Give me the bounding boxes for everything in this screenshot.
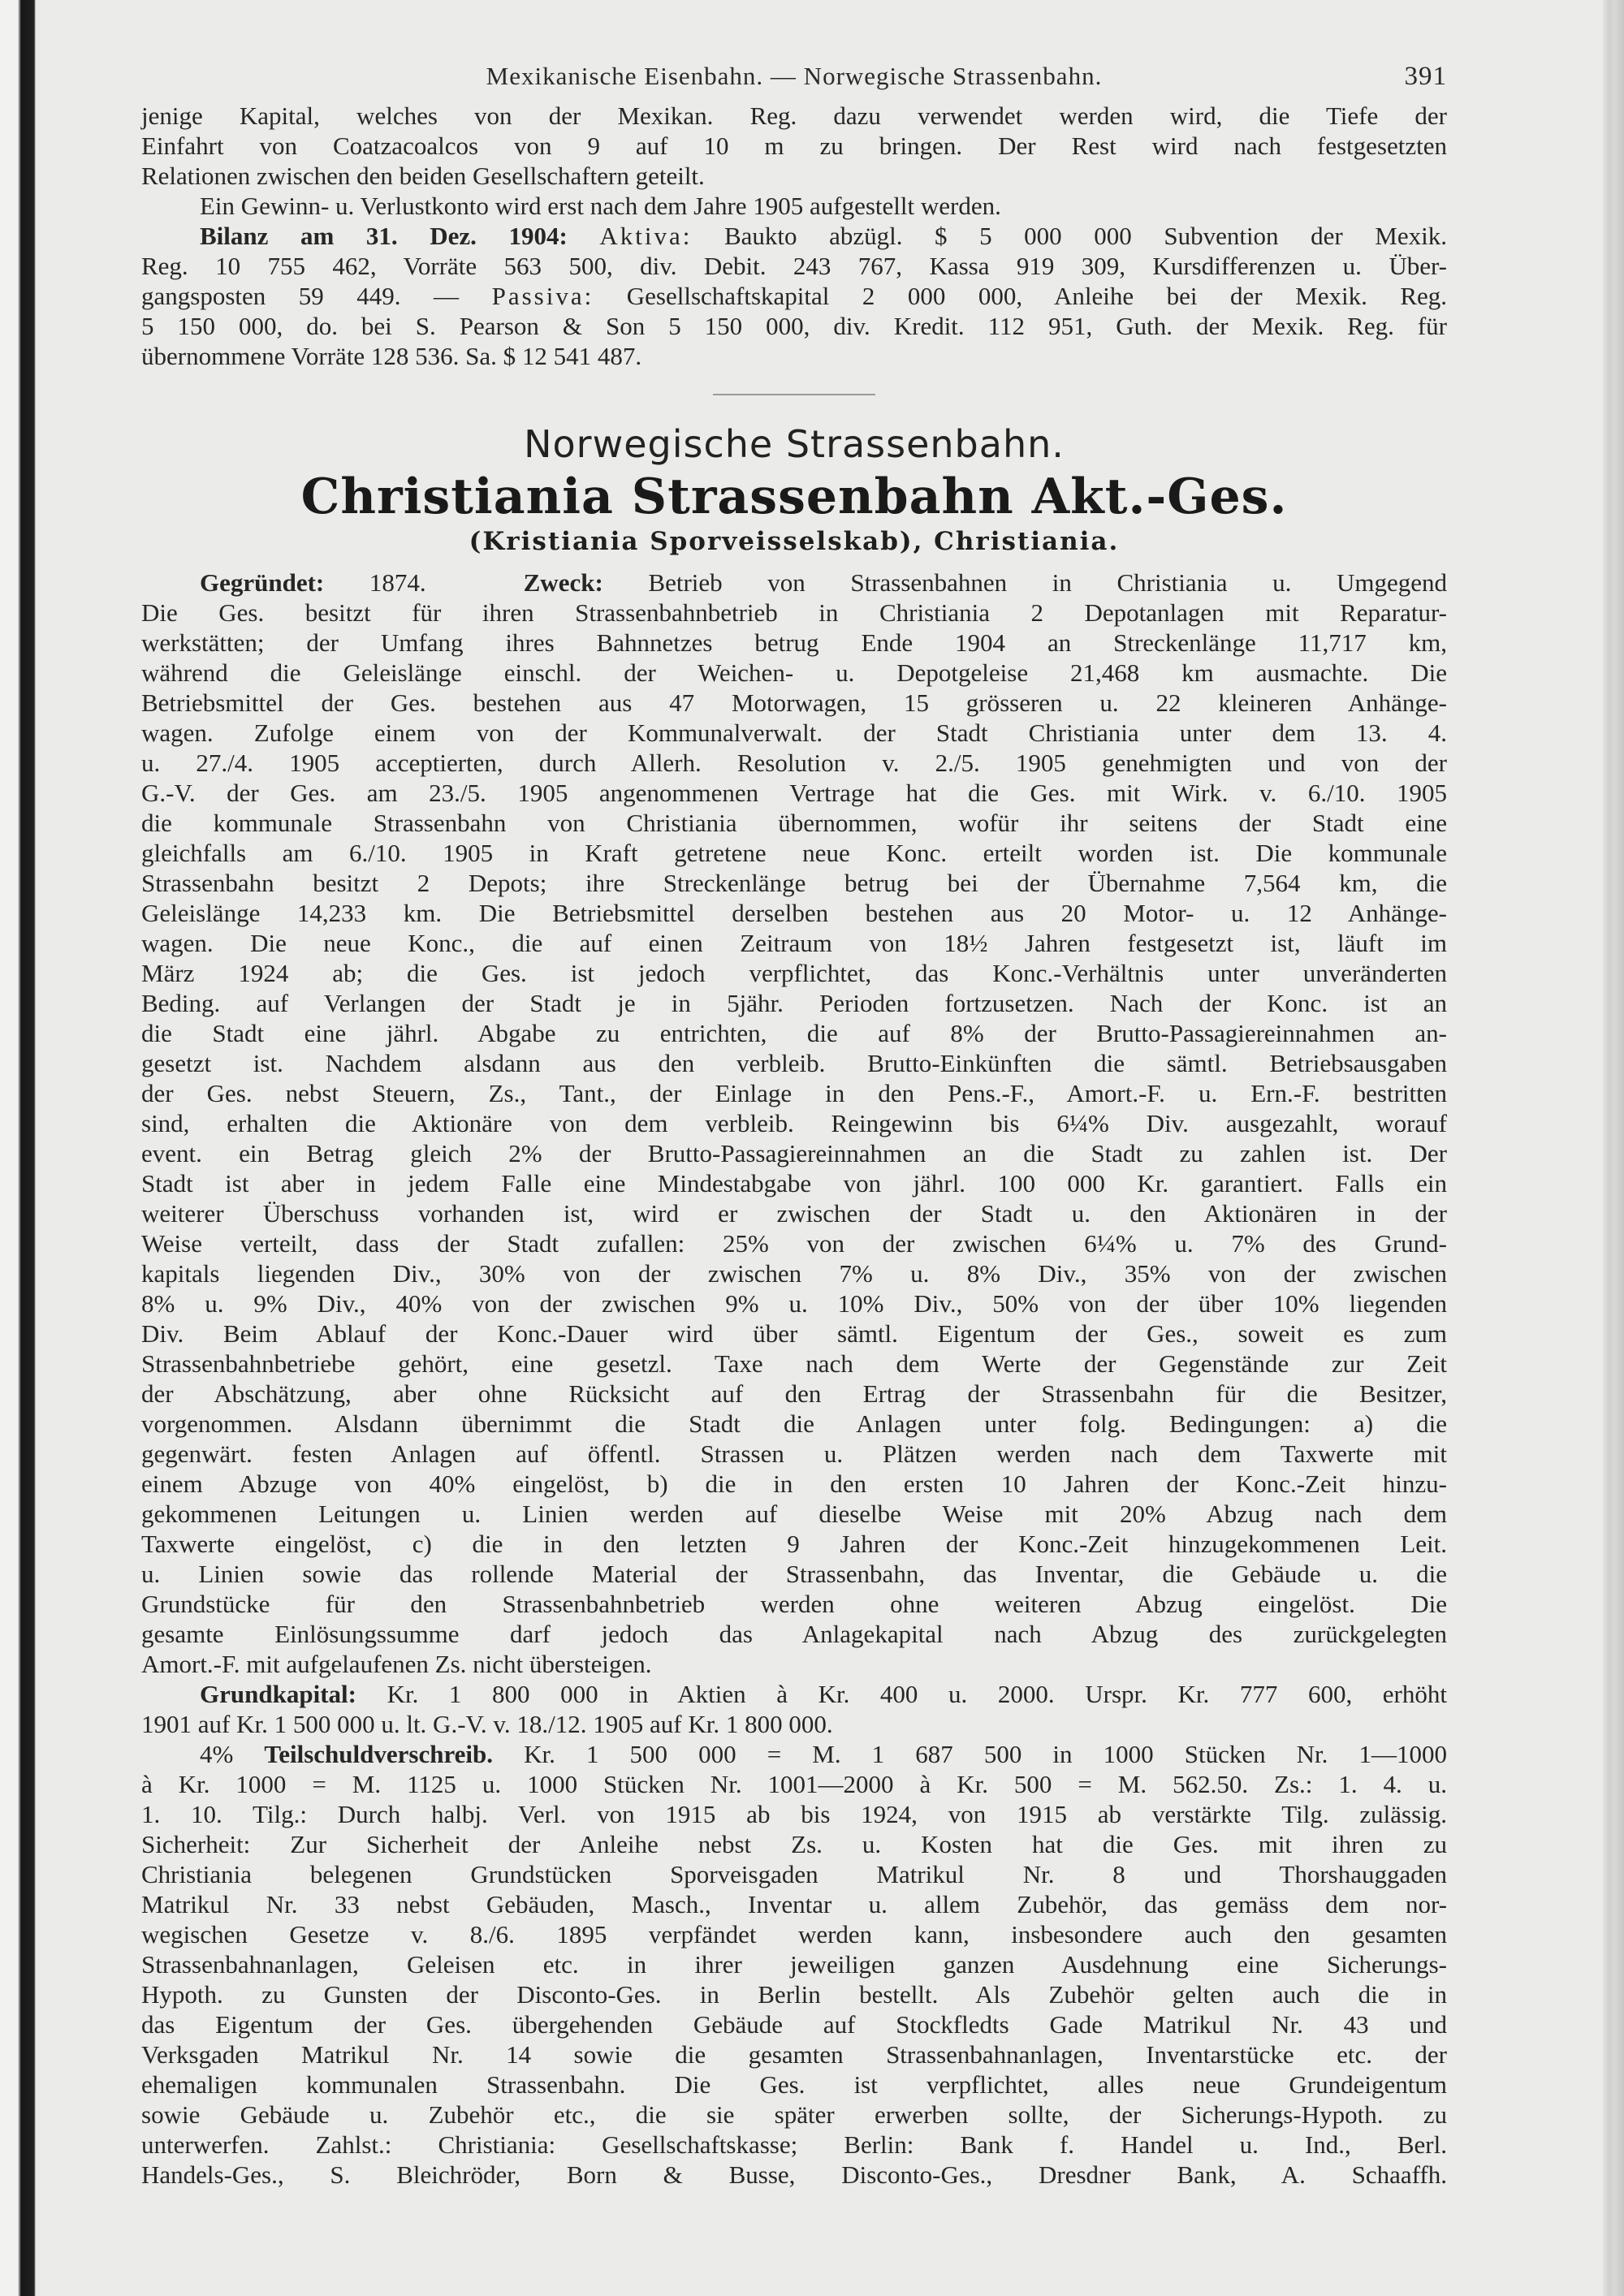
bilanz-label: Bilanz am 31. Dez. 1904:	[200, 222, 568, 250]
text-line: Sicherheit: Zur Sicherheit der Anleihe nebst Zs. u. Kosten hat die Ges. mit ihren zu	[141, 1830, 1447, 1858]
text-line: G.-V. der Ges. am 23./5. 1905 angenommenen Vertrage hat die Ges. mit Wirk. v. 6./10. 1905	[141, 779, 1447, 807]
text-line: einem Abzuge von 40% eingelöst, b) die in den ersten 10 Jahren der Konc.-Zeit hinzu-	[141, 1470, 1447, 1498]
text-line: Strassenbahnanlagen, Geleisen etc. in ihrer jeweiligen ganzen Ausdehnung eine Sicherungs-	[141, 1950, 1447, 1979]
text-line: gleichfalls am 6./10. 1905 in Kraft getretene neue Konc. erteilt worden ist. Die kommunale	[141, 839, 1447, 867]
teilschuld-label: Teilschuldverschreib.	[264, 1740, 494, 1768]
text-line: vorgenommen. Alsdann übernimmt die Stadt die Anlagen unter folg. Bedingungen: a) die	[141, 1409, 1447, 1438]
grundkapital-text: Kr. 1 800 000 in Aktien à Kr. 400 u. 2000. Urspr. Kr. 777 600, erhöht	[387, 1680, 1447, 1708]
bilanz-line	[141, 281, 1447, 311]
text-line: unterwerfen. Zahlst.: Christiania: Gesellschaftskasse; Berlin: Bank f. Handel u. Ind., Berl.	[141, 2130, 1447, 2159]
running-title: Mexikanische Eisenbahn. — Norwegische Strassenbahn.	[486, 62, 1103, 90]
prev-line: Einfahrt von Coatzacoalcos von 9 auf 10 m zu bringen. Der Rest wird nach festgesetzten	[141, 132, 1447, 160]
page-number: 391	[1404, 62, 1447, 91]
text-line: Handels-Ges., S. Bleichröder, Born & Busse, Disconto-Ges., Dresdner Bank, A. Schaaffh.	[141, 2160, 1447, 2189]
text-line: Taxwerte eingelöst, c) die in den letzten 9 Jahren der Konc.-Zeit hinzugekommenen Leit.	[141, 1530, 1447, 1558]
bilanz-line: übernommene Vorräte 128 536. Sa. $ 12 541 487.	[141, 342, 642, 370]
grundkapital-line: 1901 auf Kr. 1 500 000 u. lt. G.-V. v. 18./12. 1905 auf Kr. 1 800 000.	[141, 1710, 833, 1738]
text-line: weiterer Überschuss vorhanden ist, wird er zwischen der Stadt u. den Aktionären in der	[141, 1199, 1447, 1228]
text-line: das Eigentum der Ges. übergehenden Gebäude auf Stockfledts Gade Matrikul Nr. 43 und	[141, 2010, 1447, 2039]
text-line: à Kr. 1000 = M. 1125 u. 1000 Stücken Nr. 1001—2000 à Kr. 500 = M. 562.50. Zs.: 1. 4. u.	[141, 1770, 1447, 1798]
text-line: die Stadt eine jährl. Abgabe zu entrichten, die auf 8% der Brutto-Passagiereinnahmen an-	[141, 1019, 1447, 1047]
running-header	[141, 49, 1447, 101]
body-text-block	[141, 1769, 1447, 2190]
zweck-text: Betrieb von Strassenbahnen in Christiania u. Umgegend	[648, 568, 1448, 597]
text-line: Geleislänge 14,233 km. Die Betriebsmittel derselben bestehen aus 20 Motor- u. 12 Anhänge-	[141, 899, 1447, 927]
text-line: wagen. Die neue Konc., die auf einen Zeitraum von 18½ Jahren festgesetzt ist, läuft im	[141, 929, 1447, 957]
aktiva-label: Aktiva:	[599, 222, 693, 250]
company-body	[141, 568, 1447, 2190]
gegruendet-line	[141, 568, 1447, 598]
prev-line: Relationen zwischen den beiden Gesellschaftern geteilt.	[141, 162, 705, 190]
bilanz-line: Reg. 10 755 462, Vorräte 563 500, div. Debit. 243 767, Kassa 919 309, Kursdifferenzen u. Über-	[141, 252, 1447, 280]
passiva-label: Passiva:	[491, 282, 594, 310]
zweck-label: Zweck:	[523, 568, 603, 597]
text-line: gegenwärt. festen Anlagen auf öffentl. Strassen u. Plätzen werden nach dem Taxwerte mit	[141, 1439, 1447, 1468]
text-line: Grundstücke für den Strassenbahnbetrieb werden ohne weiteren Abzug eingelöst. Die	[141, 1590, 1447, 1618]
text-line: gesamte Einlösungssumme darf jedoch das Anlagekapital nach Abzug des zurückgelegten	[141, 1620, 1447, 1648]
text-line: Strassenbahn besitzt 2 Depots; ihre Streckenlänge betrug bei der Übernahme 7,564 km, die	[141, 869, 1447, 897]
text-line: wegischen Gesetze v. 8./6. 1895 verpfändet werden kann, insbesondere auch den gesamten	[141, 1920, 1447, 1949]
bilanz-line: 5 150 000, do. bei S. Pearson & Son 5 150 000, div. Kredit. 112 951, Guth. der Mexik. Reg. für	[141, 312, 1447, 340]
text-line: Betriebsmittel der Ges. bestehen aus 47 Motorwagen, 15 grösseren u. 22 kleineren Anhänge-	[141, 688, 1447, 717]
grundkapital-line	[141, 1679, 1447, 1709]
gegruendet-label: Gegründet:	[200, 568, 325, 597]
text-line: Weise verteilt, dass der Stadt zufallen: 25% von der zwischen 6¼% u. 7% des Grund-	[141, 1229, 1447, 1258]
bilanz-line	[141, 221, 1447, 251]
text-line: der Ges. nebst Steuern, Zs., Tant., der Einlage in den Pens.-F., Amort.-F. u. Ern.-F. bestritten	[141, 1079, 1447, 1107]
text-line: Verksgaden Matrikul Nr. 14 sowie die gesamten Strassenbahnanlagen, Inventarstücke etc. der	[141, 2040, 1447, 2069]
section-title: Norwegische Strassenbahn.	[524, 422, 1065, 466]
teilschuld-text: Kr. 1 500 000 = M. 1 687 500 in 1000 Stücken Nr. 1—1000	[524, 1740, 1448, 1768]
text-line: Beding. auf Verlangen der Stadt je in 5jähr. Perioden fortzusetzen. Nach der Konc. ist an	[141, 989, 1447, 1017]
bilanz-line1-rest: Baukto abzügl. $ 5 000 000 Subvention der Mexik.	[723, 222, 1447, 250]
text-line: Christiania belegenen Grundstücken Sporveisgaden Matrikul Nr. 8 und Thorshauggaden	[141, 1860, 1447, 1888]
bilanz-line3b: Gesellschaftskapital 2 000 000, Anleihe bei der Mexik. Reg.	[626, 282, 1448, 310]
text-line: sind, erhalten die Aktionäre von dem verbleib. Reingewinn bis 6¼% Div. ausgezahlt, worauf	[141, 1109, 1447, 1137]
text-line: Strassenbahnbetriebe gehört, eine gesetzl. Taxe nach dem Werte der Gegenstände zur Zeit	[141, 1349, 1447, 1378]
text-line: der Abschätzung, aber ohne Rücksicht auf den Ertrag der Strassenbahn für die Besitzer,	[141, 1379, 1447, 1408]
document-page	[141, 49, 1447, 2190]
text-line: ehemaligen kommunalen Strassenbahn. Die Ges. ist verpflichtet, alles neue Grundeigentum	[141, 2070, 1447, 2099]
text-line: Matrikul Nr. 33 nebst Gebäuden, Masch., Inventar u. allem Zubehör, das gemäss dem nor-	[141, 1890, 1447, 1918]
section-divider	[713, 394, 875, 395]
text-line: 1. 10. Tilg.: Durch halbj. Verl. von 1915 ab bis 1924, von 1915 ab verstärkte Tilg. zulässig.	[141, 1800, 1447, 1828]
gegruendet-value: 1874.	[369, 568, 426, 597]
text-line: gesetzt ist. Nachdem alsdann aus den verbleib. Brutto-Einkünften die sämtl. Betriebsausgaben	[141, 1049, 1447, 1077]
text-line: März 1924 ab; die Ges. ist jedoch verpflichtet, das Konc.-Verhältnis unter unveränderten	[141, 959, 1447, 987]
text-line: event. ein Betrag gleich 2% der Brutto-Passagiereinnahmen an die Stadt zu zahlen ist. Der	[141, 1139, 1447, 1167]
text-line: werkstätten; der Umfang ihres Bahnnetzes betrug Ende 1904 an Streckenlänge 11,717 km,	[141, 628, 1447, 657]
company-name: Christiania Strassenbahn Akt.-Ges.	[300, 468, 1288, 525]
text-line: Amort.-F. mit aufgelaufenen Zs. nicht übersteigen.	[141, 1650, 652, 1678]
text-line: u. Linien sowie das rollende Material der Strassenbahn, das Inventar, die Gebäude u. die	[141, 1560, 1447, 1588]
text-line: die kommunale Strassenbahn von Christiania übernommen, wofür ihr seitens der Stadt eine	[141, 809, 1447, 837]
text-line: u. 27./4. 1905 acceptierten, durch Allerh. Resolution v. 2./5. 1905 genehmigten und von der	[141, 749, 1447, 777]
company-subtitle: (Kristiania Sporveisselskab), Christiania.	[469, 527, 1120, 556]
text-line: Div. Beim Ablauf der Konc.-Dauer wird über sämtl. Eigentum der Ges., soweit es zum	[141, 1319, 1447, 1348]
teilschuld-line	[141, 1739, 1447, 1769]
text-line: wagen. Zufolge einem von der Kommunalverwalt. der Stadt Christiania unter dem 13. 4.	[141, 719, 1447, 747]
prev-line: jenige Kapital, welches von der Mexikan. Reg. dazu verwendet werden wird, die Tiefe der	[141, 101, 1447, 130]
text-line: sowie Gebäude u. Zubehör etc., die sie später erwerben sollte, der Sicherungs-Hypoth. zu	[141, 2100, 1447, 2129]
bilanz-line3a: gangsposten 59 449. —	[141, 282, 460, 310]
teilschuld-prefix: 4%	[200, 1740, 234, 1768]
text-line: 8% u. 9% Div., 40% von der zwischen 9% u. 10% Div., 50% von der über 10% liegenden	[141, 1289, 1447, 1318]
book-binding-edge	[0, 0, 36, 2296]
page-right-edge	[1603, 0, 1624, 2296]
previous-section-text	[141, 101, 1447, 371]
body-text-block	[141, 598, 1447, 1679]
text-line: Stadt ist aber in jedem Falle eine Mindestabgabe von jährl. 100 000 Kr. garantiert. Falls ein	[141, 1169, 1447, 1198]
grundkapital-label: Grundkapital:	[200, 1680, 356, 1708]
text-line: während die Geleislänge einschl. der Weichen- u. Depotgeleise 21,468 km ausmachte. Die	[141, 658, 1447, 687]
gewinn-line: Ein Gewinn- u. Verlustkonto wird erst nach dem Jahre 1905 aufgestellt werden.	[200, 192, 1001, 220]
text-line: gekommenen Leitungen u. Linien werden auf dieselbe Weise mit 20% Abzug nach dem	[141, 1500, 1447, 1528]
text-line: Hypoth. zu Gunsten der Disconto-Ges. in Berlin bestellt. Als Zubehör gelten auch die in	[141, 1980, 1447, 2009]
text-line: kapitals liegenden Div., 30% von der zwischen 7% u. 8% Div., 35% von der zwischen	[141, 1259, 1447, 1288]
text-line: Die Ges. besitzt für ihren Strassenbahnbetrieb in Christiania 2 Depotanlagen mit Reparatur-	[141, 598, 1447, 627]
